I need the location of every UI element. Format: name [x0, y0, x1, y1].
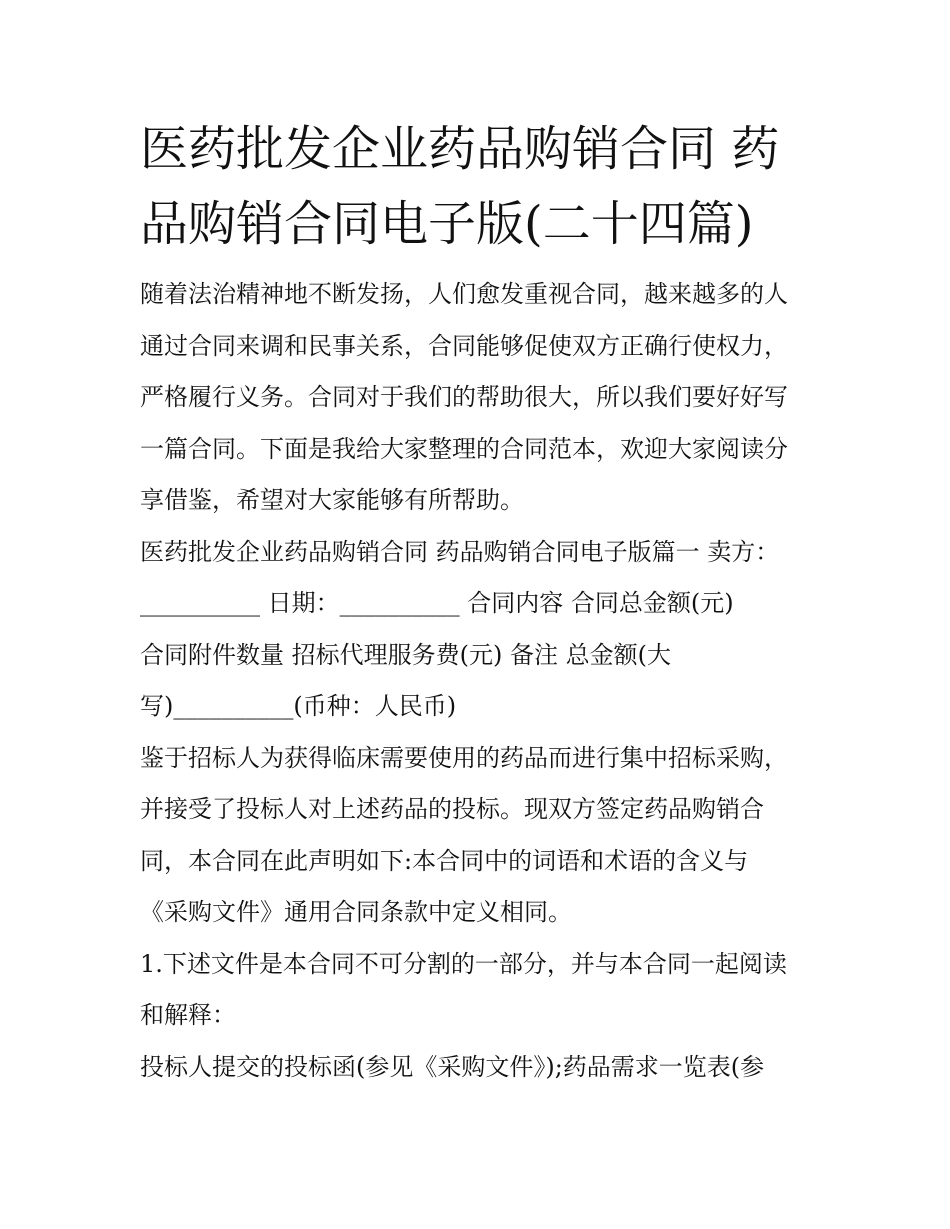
document-page [140, 112, 815, 1093]
body-line: 一篇合同。下面是我给大家整理的合同范本，欢迎大家阅读分 [140, 434, 788, 463]
body-line: 合同附件数量 招标代理服务费(元) 备注 总金额(大 [140, 640, 671, 669]
body-line: 和解释： [140, 1001, 236, 1029]
body-line: 同，本合同在此声明如下:本合同中的词语和术语的含义与 [140, 846, 749, 875]
body-line: 通过合同来调和民事关系，合同能够促使双方正确行使权力， [140, 331, 788, 360]
body-line: 并接受了投标人对上述药品的投标。现双方签定药品购销合 [140, 795, 764, 823]
document-title [140, 112, 815, 262]
body-line: 鉴于招标人为获得临床需要使用的药品而进行集中招标采购， [140, 743, 788, 772]
body-line: 随着法治精神地不断发扬，人们愈发重视合同，越来越多的人 [140, 280, 788, 308]
body-line: 《采购文件》通用合同条款中定义相同。 [140, 898, 572, 926]
body-line: 投标人提交的投标函(参见《采购文件》);药品需求一览表(参 [140, 1052, 765, 1081]
document-body [140, 269, 815, 1093]
body-line: 写)__________(币种：人民币) [140, 692, 457, 720]
body-line: 医药批发企业药品购销合同 药品购销合同电子版篇一 卖方： [140, 537, 780, 566]
title-line: 品购销合同电子版(二十四篇) [140, 196, 754, 252]
title-line: 医药批发企业药品购销合同 药 [140, 121, 780, 177]
body-line: 享借鉴，希望对大家能够有所帮助。 [140, 486, 524, 514]
body-line: 严格履行义务。合同对于我们的帮助很大，所以我们要好好写 [140, 383, 788, 411]
body-line: 1.下述文件是本合同不可分割的一部分，并与本合同一起阅读 [140, 949, 787, 978]
body-line: __________ 日期：__________ 合同内容 合同总金额(元) [140, 589, 734, 617]
